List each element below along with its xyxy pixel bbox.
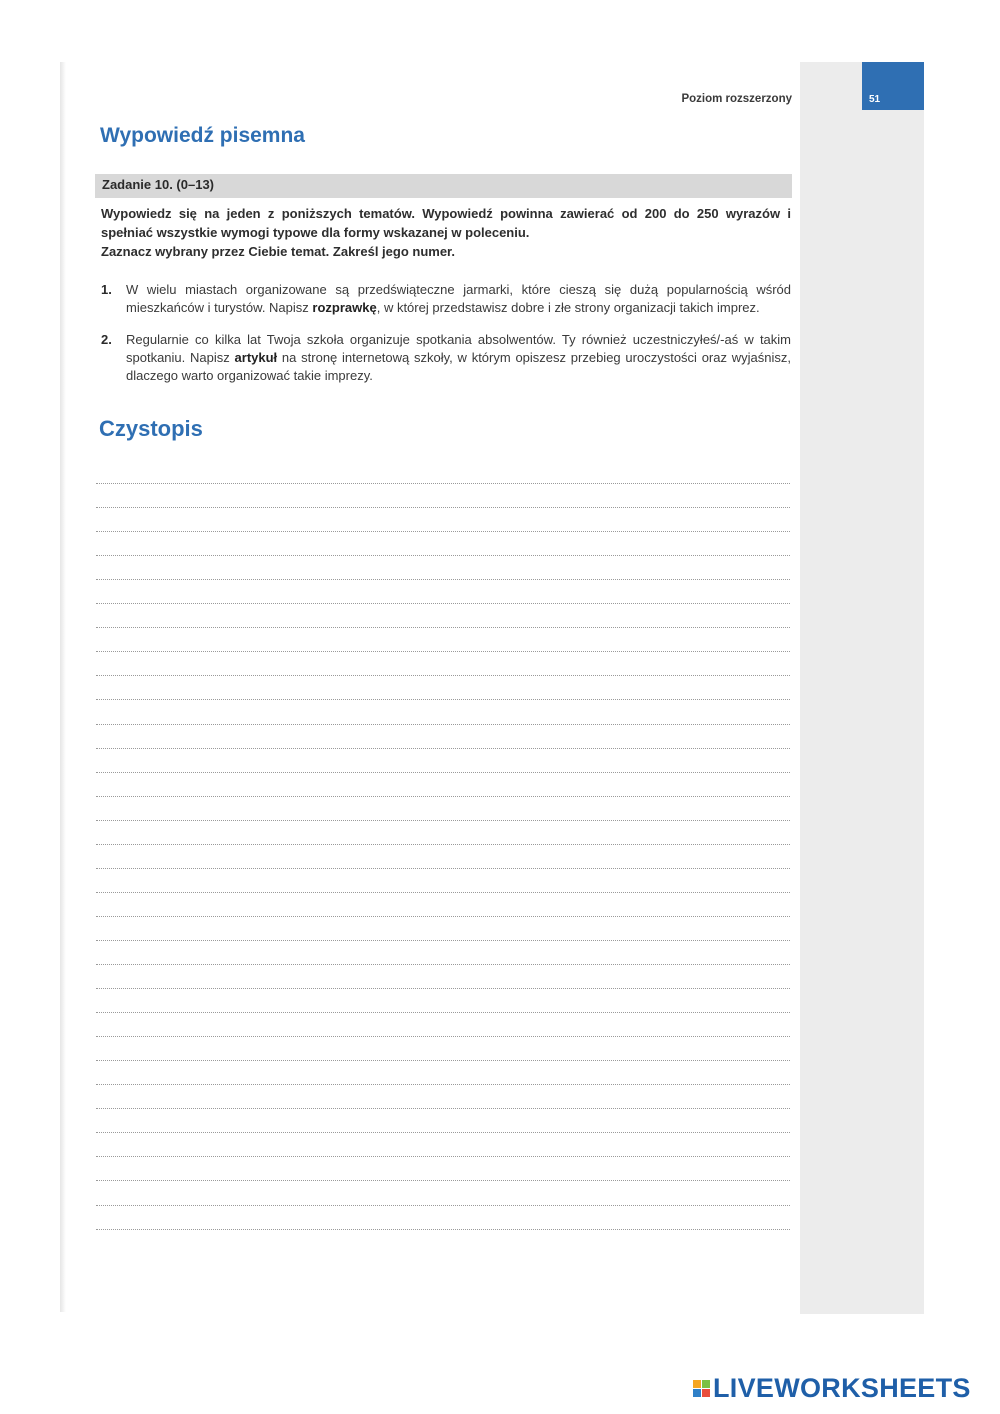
writing-line[interactable] xyxy=(96,1205,790,1206)
topic-number: 1. xyxy=(101,282,112,297)
writing-line[interactable] xyxy=(96,531,790,532)
writing-line[interactable] xyxy=(96,772,790,773)
writing-line[interactable] xyxy=(96,796,790,797)
topic-list xyxy=(101,281,791,399)
topic-item-1[interactable] xyxy=(101,281,791,317)
topic-form: rozprawkę xyxy=(312,300,377,315)
topic-text-before: W wielu miastach organizowane są przedświąteczne jarmarki, które cieszą się dużą popularnością wśród mieszkańców i turystów. Napisz xyxy=(126,282,791,315)
writing-line[interactable] xyxy=(96,1012,790,1013)
writing-line[interactable] xyxy=(96,748,790,749)
writing-line[interactable] xyxy=(96,555,790,556)
instruction-text: Wypowiedz się na jeden z poniższych tematów. Wypowiedź powinna zawierać od 200 do 250 wyrazów i spełniać wszystkie wymogi typowe dla formy wskazanej w poleceniu. xyxy=(101,206,791,240)
writing-line[interactable] xyxy=(96,603,790,604)
clean-copy-title: Czystopis xyxy=(99,416,203,441)
writing-line[interactable] xyxy=(96,651,790,652)
task-label: Zadanie 10. (0–13) xyxy=(102,177,214,192)
writing-line[interactable] xyxy=(96,892,790,893)
writing-line[interactable] xyxy=(96,844,790,845)
section-title: Wypowiedź pisemna xyxy=(100,124,305,147)
writing-line[interactable] xyxy=(96,1229,790,1230)
writing-line[interactable] xyxy=(96,1060,790,1061)
writing-line[interactable] xyxy=(96,483,790,484)
logo-square xyxy=(693,1380,701,1388)
logo-square xyxy=(702,1380,710,1388)
liveworksheets-brand xyxy=(693,1373,971,1404)
writing-line[interactable] xyxy=(96,507,790,508)
writing-line[interactable] xyxy=(96,1084,790,1085)
writing-line[interactable] xyxy=(96,1036,790,1037)
writing-line[interactable] xyxy=(96,699,790,700)
logo-square xyxy=(702,1389,710,1397)
topic-number: 2. xyxy=(101,332,112,347)
side-margin-strip xyxy=(800,62,924,1314)
writing-line[interactable] xyxy=(96,675,790,676)
writing-line[interactable] xyxy=(96,988,790,989)
writing-line[interactable] xyxy=(96,627,790,628)
page-number: 51 xyxy=(869,94,881,105)
writing-line[interactable] xyxy=(96,868,790,869)
writing-line[interactable] xyxy=(96,579,790,580)
logo-square xyxy=(693,1389,701,1397)
liveworksheets-logo-icon xyxy=(693,1380,710,1397)
level-header: Poziom rozszerzony xyxy=(681,93,792,105)
writing-line[interactable] xyxy=(96,1132,790,1133)
writing-line[interactable] xyxy=(96,1156,790,1157)
writing-line[interactable] xyxy=(96,1180,790,1181)
writing-line[interactable] xyxy=(96,724,790,725)
brand-name: LIVEWORKSHEETS xyxy=(713,1373,971,1403)
writing-line[interactable] xyxy=(96,916,790,917)
writing-line[interactable] xyxy=(96,940,790,941)
writing-line[interactable] xyxy=(96,820,790,821)
instruction-choose-topic: Zaznacz wybrany przez Ciebie temat. Zakreśl jego numer. xyxy=(101,244,456,259)
topic-text-after: , w której przedstawisz dobre i złe strony organizacji takich imprez. xyxy=(376,300,760,315)
writing-line[interactable] xyxy=(96,964,790,965)
page-edge-shadow xyxy=(60,62,66,1312)
topic-text-after: na stronę internetową szkoły, w którym opiszesz przebieg uroczystości oraz wyjaśnisz, dlaczego warto organizować takie imprezy. xyxy=(126,350,791,383)
topic-text-before: Regularnie co kilka lat Twoja szkoła organizuje spotkania absolwentów. Ty również uczestniczyłeś/-aś w takim spotkaniu. Napisz xyxy=(126,332,791,365)
writing-line[interactable] xyxy=(96,1108,790,1109)
topic-item-2[interactable] xyxy=(101,331,791,385)
task-instructions xyxy=(101,204,791,261)
topic-form: artykuł xyxy=(234,350,278,365)
